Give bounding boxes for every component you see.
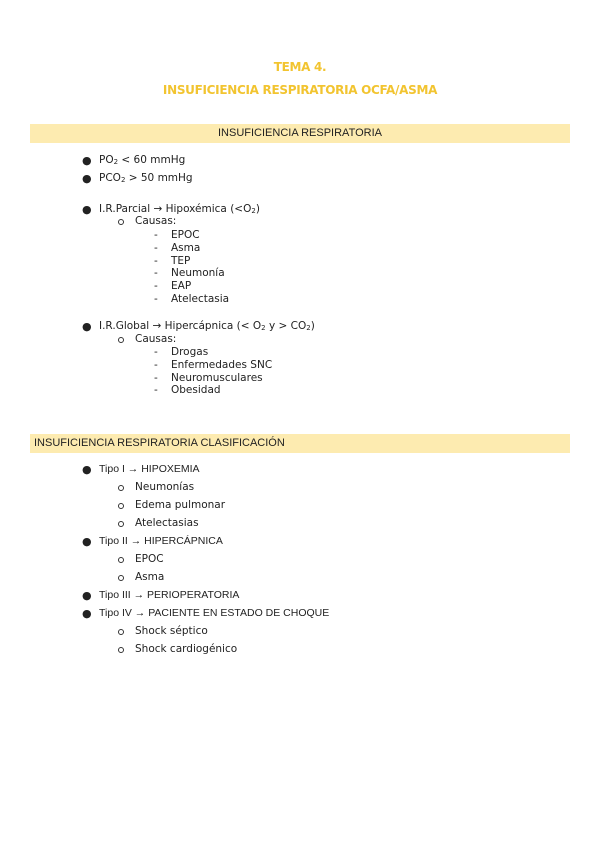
bullet-icon: ● <box>82 589 92 602</box>
po2-sub: 2 <box>113 158 119 166</box>
causa-item: EAP <box>171 280 192 293</box>
tipo-item: Edema pulmonar <box>135 499 226 511</box>
po2-pre: PO <box>99 154 114 166</box>
dash-icon: - <box>154 280 158 293</box>
global-pre: I.R.Global → Hipercápnica (< O <box>99 320 262 332</box>
tipo-label: Tipo III → PERIOPERATORIA <box>99 589 240 601</box>
parcial-post: ) <box>255 203 260 215</box>
causa-item: Neuromusculares <box>171 371 263 384</box>
global-causas-label: Causas: <box>135 333 177 345</box>
sub-bullet-icon <box>118 485 124 491</box>
causa-item: Enfermedades SNC <box>171 358 273 371</box>
global-sub1: 2 <box>261 324 266 332</box>
causa-item: Neumonía <box>171 267 225 280</box>
pco2-line <box>99 172 193 187</box>
sub-bullet-icon <box>118 629 124 635</box>
tipo-label: Tipo IV → PACIENTE EN ESTADO DE CHOQUE <box>99 607 330 619</box>
dash-icon: - <box>154 229 158 241</box>
sub-bullet-icon <box>118 503 124 509</box>
section-heading-clasificacion: INSUFICIENCIA RESPIRATORIA CLASIFICACIÓN <box>30 434 570 453</box>
sub-bullet-icon <box>118 575 124 581</box>
sub-bullet-icon <box>118 337 124 343</box>
causa-item: Atelectasia <box>171 293 230 305</box>
dash-icon: - <box>154 254 158 267</box>
global-line <box>99 320 315 335</box>
global-sub2: 2 <box>306 324 311 332</box>
causa-item: TEP <box>171 254 191 267</box>
bullet-icon: ● <box>82 607 92 620</box>
global-mid: y > CO <box>265 320 307 332</box>
dash-icon: - <box>154 384 158 397</box>
tipo-item: Atelectasias <box>135 517 199 529</box>
pco2-pre: PCO <box>99 172 121 184</box>
po2-line <box>99 154 185 169</box>
causa-item: Drogas <box>171 346 209 358</box>
sub-bullet-icon <box>118 521 124 527</box>
dash-icon: - <box>154 293 158 305</box>
po2-post: < 60 mmHg <box>118 154 186 166</box>
causa-item: Asma <box>171 241 201 254</box>
dash-icon: - <box>154 267 158 280</box>
tipo-label: Tipo I → HIPOXEMIA <box>99 463 200 475</box>
tipo-label: Tipo II → HIPERCÁPNICA <box>99 535 223 547</box>
bullet-icon: ● <box>82 535 92 548</box>
dash-icon: - <box>154 358 158 371</box>
bullet-icon: ● <box>82 463 92 476</box>
tipo-item: Neumonías <box>135 481 195 493</box>
dash-icon: - <box>154 241 158 254</box>
tipo-item: Shock cardiogénico <box>135 643 238 655</box>
section-heading-insuficiencia: INSUFICIENCIA RESPIRATORIA <box>30 124 570 143</box>
pco2-post: > 50 mmHg <box>125 172 193 184</box>
causa-item: EPOC <box>171 229 200 241</box>
dash-icon: - <box>154 371 158 384</box>
sub-bullet-icon <box>118 219 124 225</box>
tipo-item: Shock séptico <box>135 625 208 637</box>
sub-bullet-icon <box>118 557 124 563</box>
tipo-item: EPOC <box>135 553 164 565</box>
parcial-sub: 2 <box>251 207 256 215</box>
bullet-icon: ● <box>82 154 92 167</box>
causa-item: Obesidad <box>171 384 221 397</box>
bullet-icon: ● <box>82 320 92 333</box>
global-post: ) <box>310 320 315 332</box>
pco2-sub: 2 <box>120 176 126 184</box>
document-title: TEMA 4. <box>273 60 327 74</box>
parcial-line <box>99 203 260 218</box>
parcial-causas-label: Causas: <box>135 215 177 227</box>
dash-icon: - <box>154 346 158 358</box>
bullet-icon: ● <box>82 172 92 185</box>
bullet-icon: ● <box>82 203 92 216</box>
parcial-pre: I.R.Parcial → Hipoxémica (<O <box>99 203 252 215</box>
tipo-item: Asma <box>135 571 165 583</box>
document-subtitle: INSUFICIENCIA RESPIRATORIA OCFA/ASMA <box>162 83 438 97</box>
sub-bullet-icon <box>118 647 124 653</box>
